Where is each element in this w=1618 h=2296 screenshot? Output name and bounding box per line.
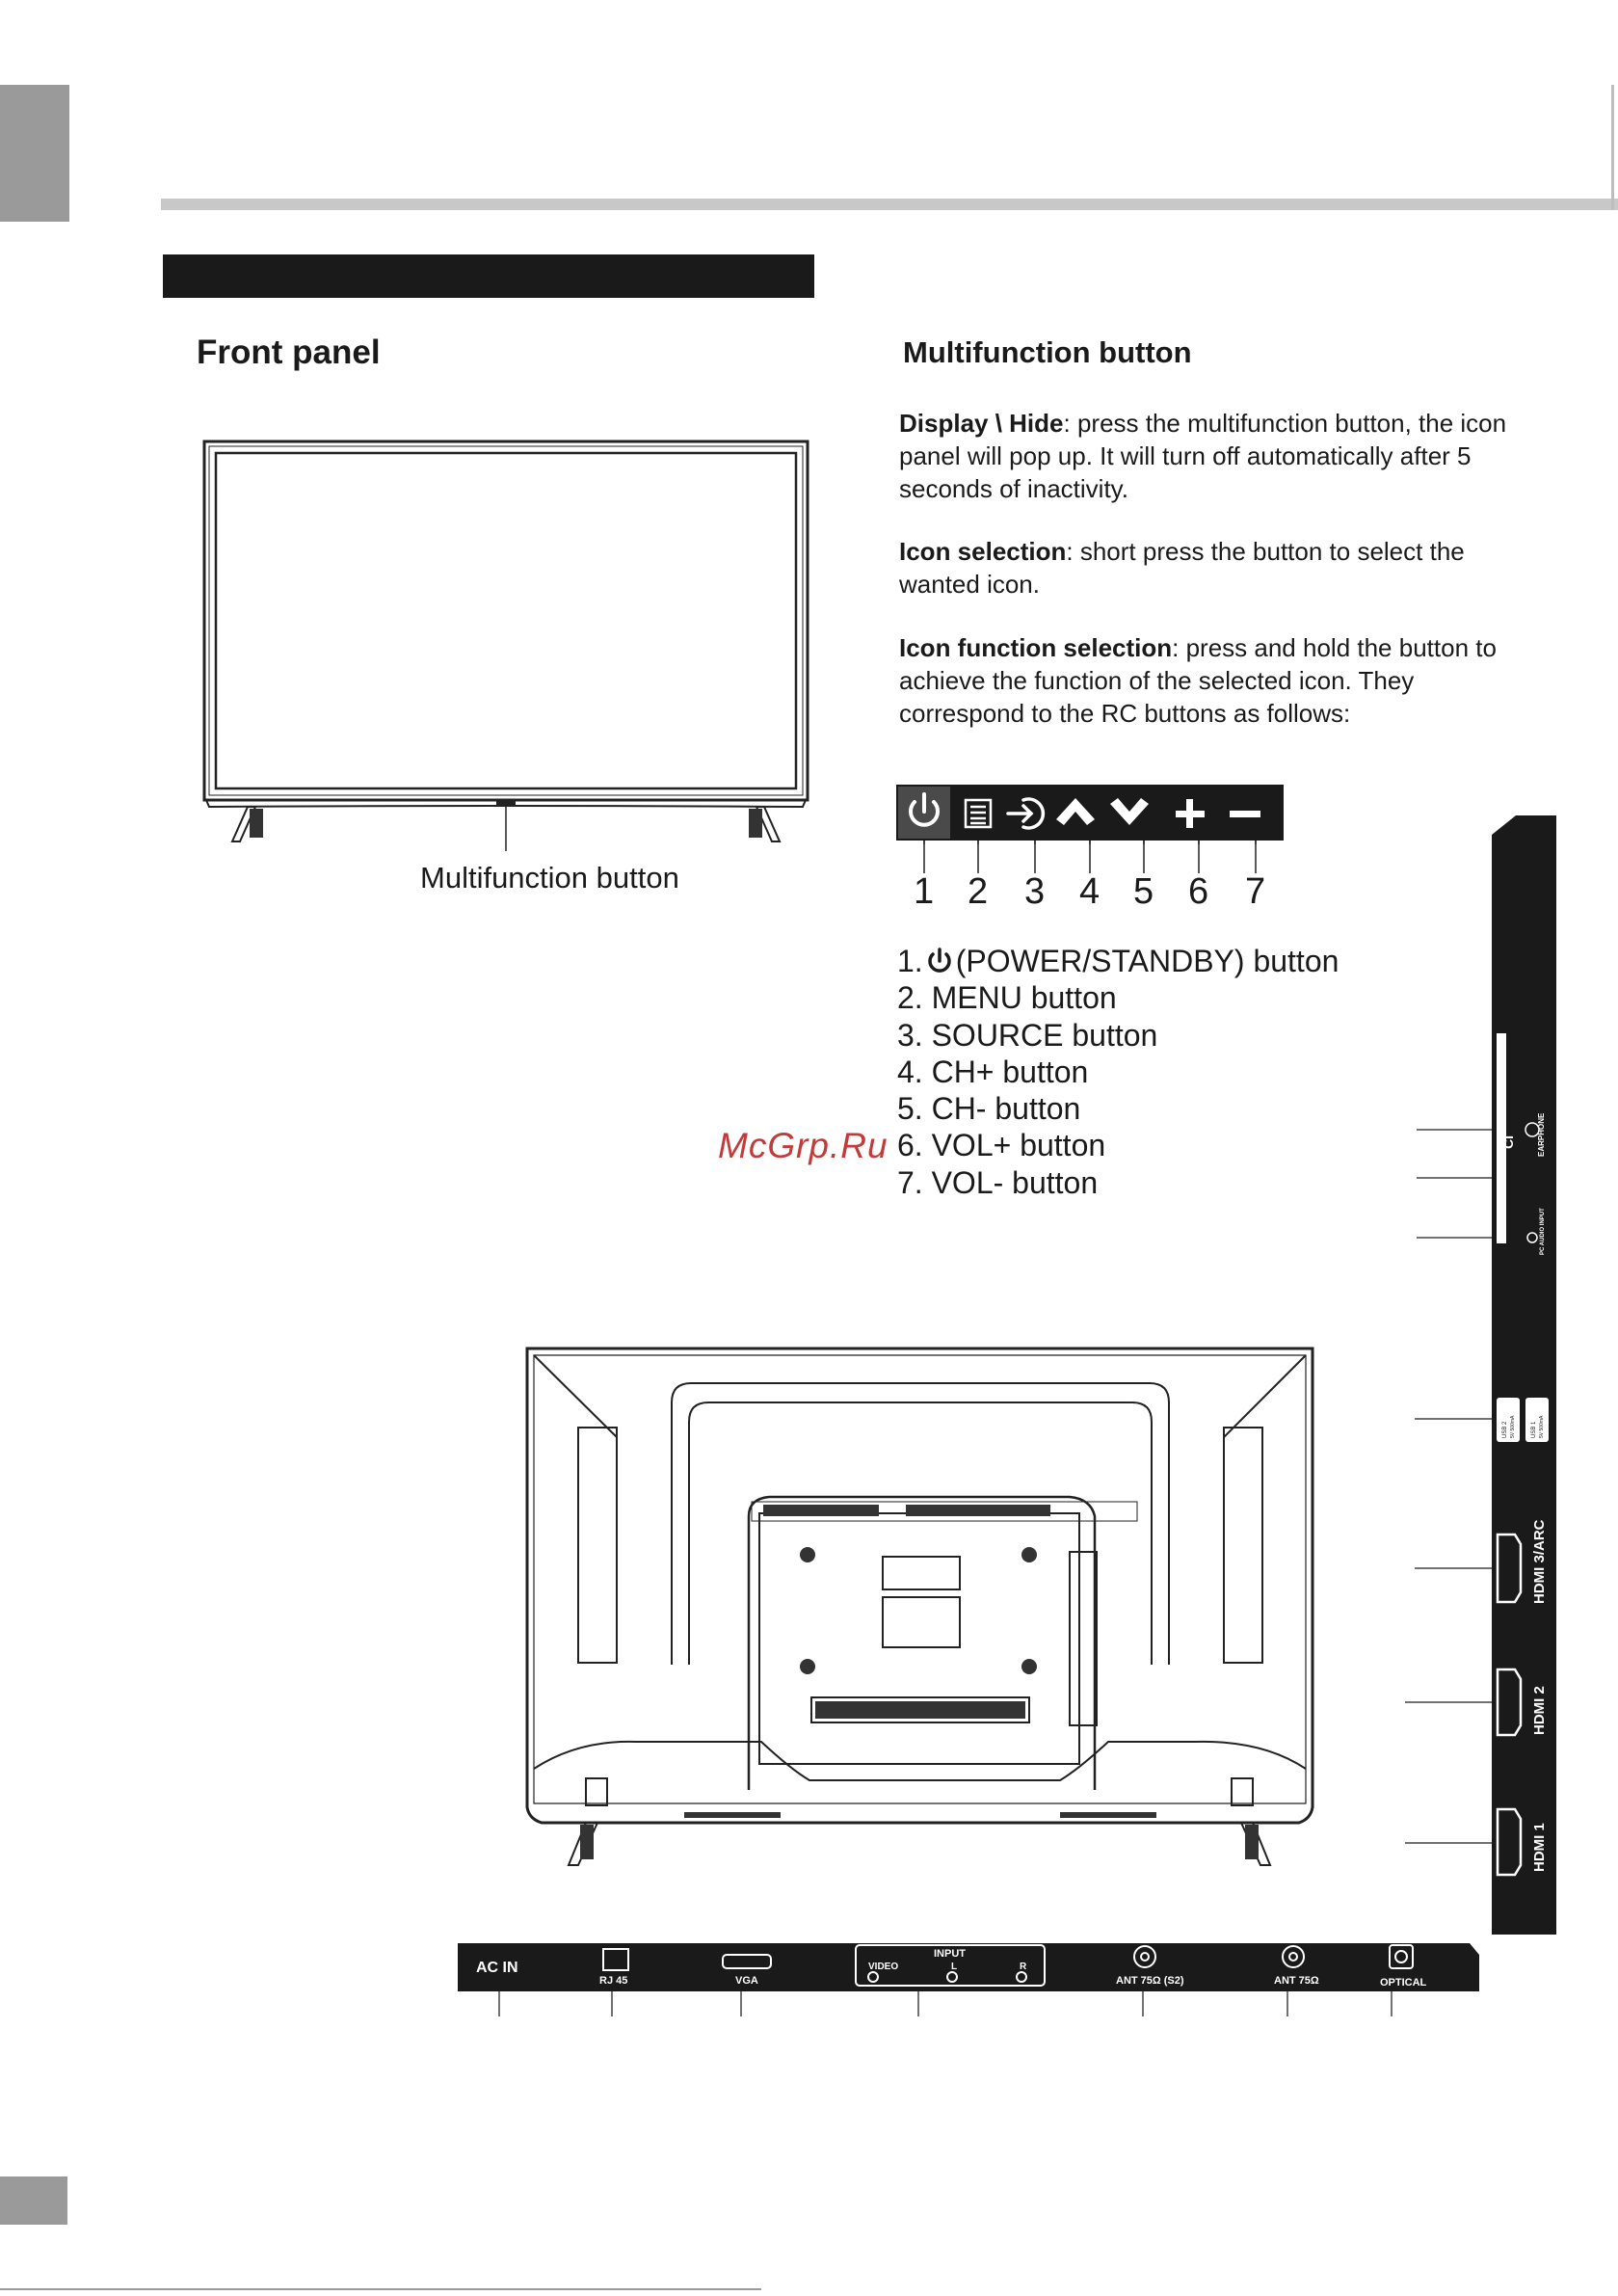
side-tab-top	[0, 85, 69, 222]
bottom-label-input: INPUT	[934, 1948, 966, 1960]
bottom-label-optical: OPTICAL	[1380, 1977, 1427, 1989]
text-icon-function: : press and hold the button to achieve the function of the selected icon. They correspond to the RC buttons as follows:	[899, 633, 1497, 728]
side-label-ci: CI	[1500, 1135, 1516, 1149]
icon-number: 3	[1024, 871, 1046, 912]
multifunction-heading: Multifunction button	[903, 335, 1192, 369]
side-label-usb2-note: 5V 500mA	[1510, 1415, 1516, 1438]
footer-line	[0, 2288, 761, 2290]
side-label-usb2: USB 2	[1502, 1421, 1508, 1438]
text-display-hide: : press the multifunction button, the icon panel will pop up. It will turn off automatically after 5 seconds of inactivity.	[899, 409, 1507, 503]
side-label-pc-audio: PC AUDIO INPUT	[1540, 1208, 1546, 1255]
list-item: 5. CH- button	[897, 1091, 1081, 1127]
list-item-prefix: 1.	[897, 944, 923, 978]
bottom-label-vga: VGA	[735, 1975, 758, 1987]
bottom-label-l: L	[951, 1962, 958, 1972]
right-edge-rule	[1611, 85, 1614, 210]
side-label-usb1-note: 5V 500mA	[1539, 1415, 1545, 1438]
text-icon-selection: : short press the button to select the wanted icon.	[899, 537, 1465, 599]
list-item-label: (POWER/STANDBY) button	[955, 944, 1339, 978]
tv-rear-illustration	[520, 1345, 1320, 1880]
header-rule	[161, 199, 1618, 210]
icon-number: 7	[1245, 871, 1266, 912]
tv-front-illustration	[198, 439, 814, 853]
icon-numbers	[896, 871, 1286, 916]
side-label-usb1: USB 1	[1531, 1421, 1537, 1438]
power-icon	[925, 947, 954, 975]
icon-bar	[896, 785, 1286, 844]
side-label-earphone: EARPHONE	[1537, 1112, 1546, 1157]
list-item	[897, 943, 1339, 979]
icon-number: 1	[914, 871, 935, 912]
paragraph-icon-function	[899, 631, 1516, 730]
icon-number: 2	[968, 871, 989, 912]
watermark: McGrp.Ru	[718, 1126, 889, 1165]
list-item: 4. CH+ button	[897, 1054, 1089, 1089]
bottom-label-rj45: RJ 45	[599, 1975, 628, 1987]
list-item: 3. SOURCE button	[897, 1017, 1158, 1053]
button-list	[897, 943, 1339, 1201]
icon-number: 4	[1079, 871, 1101, 912]
bottom-label-video: VIDEO	[868, 1962, 899, 1972]
bottom-connector-panel	[453, 1939, 1484, 2026]
paragraph-icon-selection	[899, 535, 1516, 601]
list-item: 2. MENU button	[897, 980, 1117, 1016]
list-item: 7. VOL- button	[897, 1164, 1099, 1200]
minus-icon	[1230, 811, 1260, 817]
side-connector-panel	[1388, 802, 1618, 1939]
bottom-label-r: R	[1020, 1962, 1027, 1972]
front-panel-heading: Front panel	[197, 334, 381, 371]
icon-number: 6	[1188, 871, 1209, 912]
side-label-hdmi1: HDMI 1	[1531, 1823, 1548, 1872]
multifunction-callout-label: Multifunction button	[420, 861, 679, 894]
icon-number: 5	[1133, 871, 1154, 912]
icon-bar-leaders	[896, 841, 1286, 875]
section-bar	[163, 254, 814, 298]
paragraph-display-hide	[899, 407, 1516, 505]
side-label-hdmi2: HDMI 2	[1531, 1686, 1548, 1735]
term-display-hide: Display \ Hide	[899, 409, 1064, 438]
term-icon-selection: Icon selection	[899, 537, 1067, 566]
list-item: 6. VOL+ button	[897, 1128, 1106, 1163]
side-label-hdmi3: HDMI 3/ARC	[1531, 1519, 1548, 1604]
bottom-label-ant-s2: ANT 75Ω (S2)	[1116, 1975, 1184, 1987]
side-tab-bottom	[0, 2176, 67, 2225]
term-icon-function: Icon function selection	[899, 633, 1173, 662]
bottom-label-ant: ANT 75Ω	[1274, 1975, 1319, 1987]
bottom-label-ac-in: AC IN	[476, 1960, 518, 1976]
